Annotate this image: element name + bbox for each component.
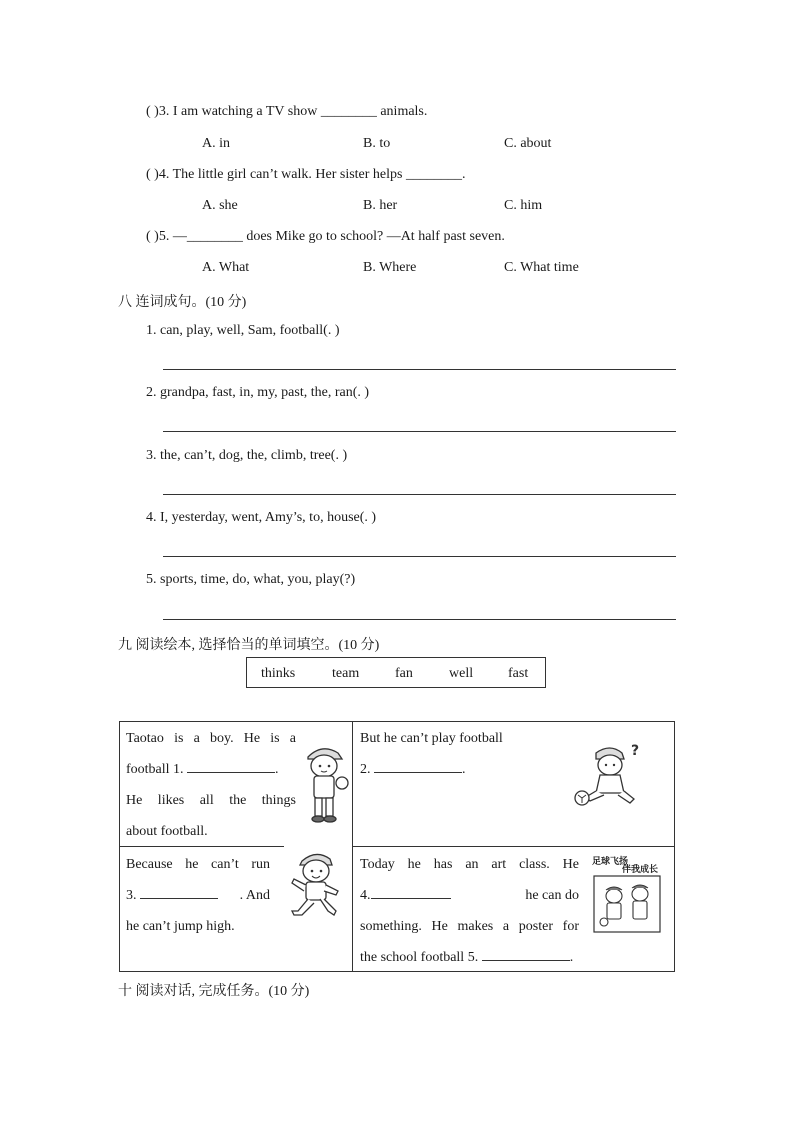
running-boy-illustration bbox=[288, 849, 344, 921]
question-3-stem: ( )3. I am watching a TV show ________ animals. bbox=[146, 104, 428, 119]
cell-1-line-1: Taotao is a boy. He is a bbox=[126, 731, 296, 746]
answer-line-1[interactable] bbox=[163, 369, 676, 370]
boy-holding-ball-illustration bbox=[300, 743, 350, 825]
poster-title-line-1: 足球飞扬 bbox=[592, 857, 629, 867]
cell-3-line-3: he can’t jump high. bbox=[126, 919, 235, 934]
poster-title-line-2: 伴我成长 bbox=[622, 865, 659, 875]
cell-3-line-2b: . And bbox=[239, 888, 270, 903]
answer-line-2[interactable] bbox=[163, 431, 676, 432]
svg-text:?: ? bbox=[631, 743, 640, 759]
cell-1-line-3: He likes all the things bbox=[126, 793, 296, 808]
cell-4-line-2b: he can do bbox=[525, 888, 579, 903]
cell-4-line-4: the school football 5. bbox=[360, 950, 479, 965]
word-bank-item-well: well bbox=[449, 666, 474, 681]
sentence-item-1: 1. can, play, well, Sam, football(. ) bbox=[146, 323, 340, 338]
cell-1-line-4: about football. bbox=[126, 824, 208, 839]
question-3-option-c: C. about bbox=[504, 136, 552, 151]
sentence-item-3: 3. the, can’t, dog, the, climb, tree(. ) bbox=[146, 448, 348, 463]
answer-line-4[interactable] bbox=[163, 556, 676, 557]
blank-2[interactable] bbox=[374, 758, 462, 773]
question-4-option-b: B. her bbox=[363, 198, 398, 213]
blank-1[interactable] bbox=[187, 758, 275, 773]
cell-4-line-4-end: . bbox=[569, 950, 574, 965]
cell-4-line-2a: 4. bbox=[360, 888, 371, 903]
cell-2-line-2-end: . bbox=[462, 762, 466, 777]
answer-line-3[interactable] bbox=[163, 494, 676, 495]
word-bank bbox=[246, 657, 546, 688]
cell-4-line-1: Today he has an art class. He bbox=[360, 857, 579, 872]
section-9-title: 九 阅读绘本, 选择恰当的单词填空。(10 分) bbox=[118, 638, 380, 653]
sentence-item-4: 4. I, yesterday, went, Amy’s, to, house(. ) bbox=[146, 510, 377, 525]
question-4-stem: ( )4. The little girl can’t walk. Her sister helps ________. bbox=[146, 167, 466, 182]
question-5-stem: ( )5. —________ does Mike go to school? —At half past seven. bbox=[146, 229, 505, 244]
confused-boy-illustration bbox=[574, 741, 646, 807]
question-5-option-a: A. What bbox=[202, 260, 250, 275]
blank-4[interactable] bbox=[371, 884, 451, 899]
question-3-option-b: B. to bbox=[363, 136, 391, 151]
cell-4-text bbox=[360, 849, 579, 973]
cell-4-line-3: something. He makes a poster for bbox=[360, 919, 579, 934]
sentence-item-5: 5. sports, time, do, what, you, play(?) bbox=[146, 572, 356, 587]
cell-2-line-2: 2. bbox=[360, 762, 371, 777]
grid-divider-horizontal-right bbox=[352, 846, 675, 847]
cell-3-line-2a: 3. bbox=[126, 888, 137, 903]
cell-1-line-2: football 1. bbox=[126, 762, 184, 777]
question-3-option-a: A. in bbox=[202, 136, 230, 151]
word-bank-item-fast: fast bbox=[508, 666, 529, 681]
football-poster-illustration bbox=[590, 852, 664, 934]
cell-3-line-1: Because he can’t run bbox=[126, 857, 270, 872]
word-bank-item-fan: fan bbox=[395, 666, 413, 681]
cell-2-text bbox=[360, 723, 580, 785]
sentence-item-2: 2. grandpa, fast, in, my, past, the, ran(. ) bbox=[146, 385, 370, 400]
section-8-title: 八 连词成句。(10 分) bbox=[118, 295, 247, 310]
question-4-option-c: C. him bbox=[504, 198, 543, 213]
cell-1-text: Taotao is a boy. He is a football 1. . He likes all the things about football. bbox=[126, 723, 296, 847]
blank-5[interactable] bbox=[482, 946, 570, 961]
cell-3-text bbox=[126, 849, 270, 942]
section-10-title: 十 阅读对话, 完成任务。(10 分) bbox=[118, 984, 310, 999]
cell-2-line-1: But he can’t play football bbox=[360, 731, 503, 746]
blank-3[interactable] bbox=[140, 884, 218, 899]
question-5-option-c: C. What time bbox=[504, 260, 579, 275]
answer-line-5[interactable] bbox=[163, 619, 676, 620]
word-bank-item-team: team bbox=[332, 666, 360, 681]
question-5-option-b: B. Where bbox=[363, 260, 417, 275]
question-4-option-a: A. she bbox=[202, 198, 238, 213]
word-bank-item-thinks: thinks bbox=[261, 666, 296, 681]
